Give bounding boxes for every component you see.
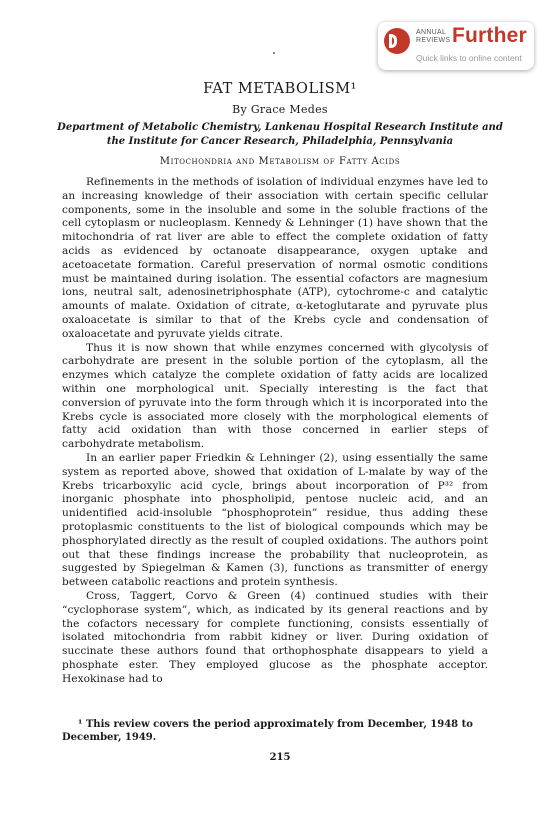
article-title: FAT METABOLISM¹ — [203, 81, 357, 97]
stray-mark — [273, 52, 275, 54]
affiliation-line-1: Department of Metabolic Chemistry, Lankenau Hospital Research Institute and — [57, 122, 503, 133]
body-paragraph-3: In an earlier paper Friedkin & Lehninger (2), using essentially the same system as reported above, showed that oxidation of L-malate by way of the Krebs tricarboxylic acid cycle, brings about incorporation of P³² from inorganic phosphate into phospholipid, pentose nucleic acid, and an unidentified acid-insoluble “phosphoprotein” residue, thus adding these protoplasmic constituents to the list of biological compounds which may be phosphorylated directly as the result of coupled oxidations. The authors point out that these findings increase the probability that nucleoprotein, as suggested by Spiegelman & Kamen (3), functions as transmitter of energy between catabolic reactions and protein synthesis. — [62, 451, 488, 589]
section-heading: Mitochondria and Metabolism of Fatty Acids — [159, 156, 401, 167]
badge-annual-reviews-label: ANNUAL REVIEWS — [416, 29, 451, 44]
annual-reviews-logo-icon — [384, 28, 410, 54]
badge-further-label: Further — [452, 24, 527, 47]
badge-subtitle: Quick links to online content — [416, 53, 522, 63]
further-links-badge[interactable] — [378, 22, 534, 70]
article-author: By Grace Medes — [232, 103, 328, 116]
body-paragraph-4: Cross, Taggert, Corvo & Green (4) continued studies with their “cyclophorase system”, which, as indicated by its general reactions and by the cofactors necessary for complete functioning, consists essentially of isolated mitochondria from rabbit kidney or liver. During oxidation of succinate these authors found that orthophosphate disappears to yield a phosphate ester. They employed glucose as the phosphate acceptor. Hexokinase had to — [62, 589, 488, 685]
affiliation-line-2: the Institute for Cancer Research, Philadelphia, Pennsylvania — [106, 136, 454, 147]
article-body — [62, 176, 488, 686]
author-affiliation — [0, 121, 560, 149]
footnote: ¹ This review covers the period approximately from December, 1948 to December, 1949. — [62, 719, 473, 743]
page-number: 215 — [269, 752, 291, 763]
body-paragraph-2: Thus it is now shown that while enzymes concerned with glycolysis of carbohydrate are present in the soluble portion of the cytoplasm, all the enzymes which catalyze the complete oxidation of fatty acids are localized within one morphological unit. Specially interesting is the fact that conversion of pyruvate into the form through which it is incorporated into the Krebs cycle is associated more closely with the morphological elements of fatty acid oxidation than with those concerned in earlier steps of carbohydrate metabolism. — [62, 341, 488, 451]
body-paragraph-1: Refinements in the methods of isolation of individual enzymes have led to an increasing knowledge of their association with certain specific cellular components, some in the insoluble and some in the soluble fractions of the cell cytoplasm or nucleoplasm. Kennedy & Lehninger (1) have shown that the mitochondria of rat liver are able to effect the complete oxidation of fatty acids as evidenced by octanoate disappearance, oxygen uptake and acetoacetate formation. Careful preservation of normal osmotic conditions must be maintained during isolation. The essential cofactors are magnesium ions, neutral salt, adenosinetriphosphate (ATP), cytochrome-c and catalytic amounts of malate. Oxidation of citrate, α-ketoglutarate and pyruvate plus oxaloacetate is similar to that of the Krebs cycle and condensation of oxaloacetate and pyruvate yields citrate. — [62, 176, 488, 340]
